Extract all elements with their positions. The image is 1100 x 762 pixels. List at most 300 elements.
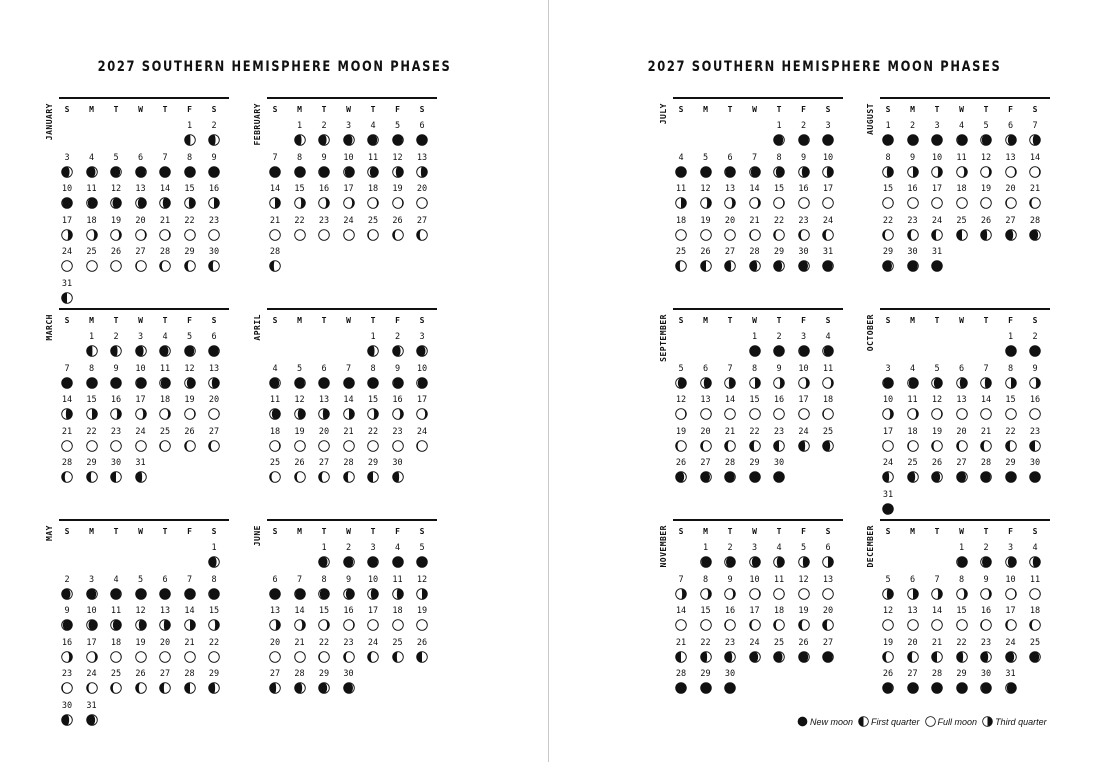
day-number: 27 [1005, 215, 1016, 226]
moon-phase-icon [1029, 619, 1041, 631]
weekday-header: W [138, 527, 143, 536]
day-cell [57, 279, 77, 309]
day-cell [204, 247, 224, 277]
day-number: 10 [86, 606, 97, 616]
day-cell [878, 395, 898, 425]
weekday-header: S [825, 316, 831, 325]
moon-phase-icon [907, 619, 919, 631]
day-number: 26 [931, 458, 943, 468]
moon-phase-icon [86, 408, 98, 420]
day-cell [720, 364, 740, 394]
day-cell [339, 458, 359, 488]
day-number: 11 [110, 606, 122, 616]
day-cell [794, 427, 814, 457]
weekday-header: S [272, 527, 278, 536]
day-number: 30 [907, 247, 918, 257]
day-number: 14 [159, 184, 171, 194]
day-number: 20 [269, 637, 281, 648]
day-cell [671, 458, 691, 488]
day-number: 30 [980, 669, 992, 679]
weekday-header: T [934, 316, 940, 325]
moon-phase-icon [61, 408, 73, 420]
moon-phase-icon [61, 619, 73, 631]
moon-phase-icon [907, 260, 919, 272]
day-number: 30 [208, 247, 220, 257]
day-number: 3 [370, 543, 376, 553]
day-number: 26 [675, 458, 687, 468]
day-cell [903, 364, 923, 394]
moon-phase-icon [135, 471, 147, 483]
weekday-header: F [187, 527, 192, 536]
day-cell [952, 606, 972, 636]
weekday-header: F [1008, 527, 1013, 536]
moon-phase-icon [294, 408, 306, 420]
day-number: 28 [294, 669, 305, 679]
day-cell [976, 153, 996, 183]
day-cell [903, 458, 923, 488]
moon-phase-icon [416, 440, 428, 452]
weekday-header: M [910, 105, 915, 114]
day-number: 20 [208, 395, 220, 405]
moon-phase-icon [343, 134, 355, 146]
day-number: 2 [983, 543, 989, 553]
day-cell [131, 247, 151, 277]
day-number: 9 [800, 152, 807, 163]
day-cell [363, 458, 383, 488]
moon-phase-icon [61, 229, 73, 241]
day-number: 20 [318, 426, 330, 437]
day-cell [878, 458, 898, 488]
day-cell [696, 575, 716, 605]
day-number: 18 [956, 184, 967, 194]
month-name: DECEMBER [866, 525, 875, 568]
day-number: 25 [907, 458, 918, 468]
day-number: 16 [724, 606, 736, 616]
moon-phase-icon [907, 197, 919, 209]
day-number: 17 [822, 184, 834, 194]
moon-phase-icon [208, 556, 220, 568]
moon-phase-icon [318, 556, 330, 568]
day-number: 8 [751, 363, 758, 374]
moon-phase-icon [208, 377, 220, 389]
day-cell [878, 669, 898, 699]
day-number: 8 [702, 574, 709, 585]
moon-phase-icon [61, 471, 73, 483]
day-cell [696, 638, 716, 668]
day-number: 13 [318, 395, 330, 405]
moon-phase-icon [269, 619, 281, 631]
moon-phase-icon [882, 260, 894, 272]
month-february [253, 97, 437, 307]
weekday-header: T [776, 527, 782, 536]
day-number: 10 [931, 152, 943, 163]
moon-phase-icon [208, 134, 220, 146]
month-rule [267, 519, 437, 521]
day-number: 11 [159, 363, 171, 374]
day-cell [903, 153, 923, 183]
day-number: 28 [675, 669, 687, 679]
day-number: 4 [394, 543, 401, 553]
moon-phase-icon [1029, 197, 1041, 209]
day-cell [388, 543, 408, 573]
weekday-header: T [113, 316, 119, 325]
day-number: 2 [727, 543, 733, 553]
moon-phase-icon [773, 377, 785, 389]
day-number: 19 [294, 426, 305, 437]
moon-phase-icon [1029, 166, 1041, 178]
day-cell [769, 575, 789, 605]
moon-phase-icon [931, 471, 943, 483]
moon-phase-icon [318, 197, 330, 209]
day-cell [339, 606, 359, 636]
day-cell [412, 606, 432, 636]
day-cell [878, 490, 898, 520]
day-number: 13 [208, 363, 220, 374]
day-cell [696, 247, 716, 277]
day-number: 18 [392, 606, 403, 616]
day-cell [745, 427, 765, 457]
day-cell [720, 458, 740, 488]
moon-phase-icon [931, 619, 943, 631]
moon-phase-icon [135, 229, 147, 241]
day-cell [952, 458, 972, 488]
day-cell [903, 606, 923, 636]
day-number: 3 [885, 363, 891, 374]
weekday-header: M [297, 105, 302, 114]
day-cell [976, 395, 996, 425]
day-cell [878, 216, 898, 246]
moon-phase-icon [392, 588, 404, 600]
moon-phase-icon [1029, 229, 1041, 241]
day-cell [1025, 216, 1045, 246]
moon-phase-icon [822, 556, 834, 568]
weekday-header: W [138, 105, 143, 114]
day-number: 1 [958, 543, 965, 553]
weekday-header: S [211, 316, 217, 325]
weekday-header: S [1032, 527, 1038, 536]
moon-phase-icon [61, 197, 73, 209]
moon-phase-icon [416, 229, 428, 241]
day-cell [412, 395, 432, 425]
day-cell [339, 184, 359, 214]
moon-phase-icon [1005, 619, 1017, 631]
day-cell [696, 153, 716, 183]
moon-phase-icon [773, 408, 785, 420]
day-number: 6 [727, 152, 733, 163]
moon-phase-icon [1029, 408, 1041, 420]
moon-phase-icon [61, 714, 73, 726]
day-cell [155, 216, 175, 246]
day-number: 1 [885, 121, 891, 131]
day-number: 9 [113, 363, 119, 374]
day-cell [952, 575, 972, 605]
day-number: 6 [825, 543, 831, 553]
day-cell [720, 427, 740, 457]
weekday-header: F [187, 105, 192, 114]
day-number: 17 [367, 606, 379, 616]
moon-phase-icon [392, 440, 404, 452]
day-number: 21 [724, 426, 736, 437]
day-cell [204, 184, 224, 214]
moon-phase-icon [61, 588, 73, 600]
day-cell [1001, 669, 1021, 699]
moon-phase-icon [110, 619, 122, 631]
day-cell [412, 216, 432, 246]
moon-phase-icon [318, 651, 330, 663]
moon-phase-icon [392, 229, 404, 241]
moon-phase-icon [1005, 556, 1017, 568]
day-cell [314, 364, 334, 394]
day-cell [952, 638, 972, 668]
day-number: 9 [727, 574, 733, 585]
moon-phase-icon [907, 440, 919, 452]
moon-phase-icon [416, 619, 428, 631]
moon-phase-icon [700, 651, 712, 663]
moon-phase-icon [822, 588, 834, 600]
day-number: 29 [318, 669, 330, 679]
day-number: 24 [367, 637, 379, 648]
day-cell [363, 332, 383, 362]
moon-phase-icon [86, 166, 98, 178]
day-cell [180, 364, 200, 394]
day-cell [363, 638, 383, 668]
moon-phase-icon [700, 556, 712, 568]
day-number: 25 [773, 637, 785, 648]
moon-phase-icon [294, 229, 306, 241]
moon-phase-icon [798, 408, 810, 420]
day-number: 14 [61, 395, 73, 405]
moon-phase-icon [294, 682, 306, 694]
day-number: 21 [294, 637, 305, 648]
month-july [659, 97, 843, 307]
month-december [866, 519, 1050, 729]
moon-phase-icon [343, 682, 355, 694]
day-cell [952, 364, 972, 394]
weekday-header: W [959, 316, 964, 325]
moon-phase-icon [675, 588, 687, 600]
moon-phase-icon [392, 619, 404, 631]
day-cell [769, 606, 789, 636]
day-cell [696, 364, 716, 394]
day-number: 21 [269, 215, 281, 226]
moon-phase-icon [269, 440, 281, 452]
weekday-header: S [1032, 105, 1038, 114]
day-cell [131, 427, 151, 457]
moon-phase-icon [956, 471, 968, 483]
day-cell [671, 216, 691, 246]
day-cell [696, 669, 716, 699]
day-number: 16 [208, 184, 220, 194]
day-cell [671, 247, 691, 277]
moon-phase-icon [318, 377, 330, 389]
day-number: 2 [113, 332, 119, 342]
day-cell [927, 121, 947, 151]
weekday-header: M [910, 316, 915, 325]
day-number: 23 [773, 426, 785, 437]
day-number: 6 [702, 363, 709, 374]
moon-phase-icon [110, 682, 122, 694]
moon-phase-icon [110, 260, 122, 272]
month-name: JUNE [253, 525, 262, 547]
moon-phase-icon [61, 651, 73, 663]
day-cell [82, 458, 102, 488]
day-cell [131, 458, 151, 488]
day-cell [180, 669, 200, 699]
day-number: 23 [724, 637, 736, 648]
moon-phase-icon [700, 440, 712, 452]
day-number: 19 [392, 184, 403, 194]
day-cell [1025, 543, 1045, 573]
moon-phase-icon [773, 556, 785, 568]
day-cell [82, 332, 102, 362]
weekday-header: W [959, 105, 964, 114]
day-number: 31 [931, 247, 943, 257]
day-number: 22 [86, 426, 97, 437]
moon-phase-icon [798, 345, 810, 357]
moon-phase-icon [675, 229, 687, 241]
month-september [659, 308, 843, 518]
day-cell [720, 395, 740, 425]
day-number: 14 [749, 184, 760, 194]
moon-phase-icon [110, 651, 122, 663]
day-cell [696, 427, 716, 457]
moon-phase-icon [931, 134, 943, 146]
day-number: 10 [135, 363, 146, 374]
moon-phase-icon [956, 440, 968, 452]
day-number: 1 [1007, 332, 1014, 342]
day-cell [57, 638, 77, 668]
day-cell [339, 575, 359, 605]
day-cell [745, 575, 765, 605]
weekday-header: M [89, 316, 94, 325]
moon-phase-icon [367, 166, 379, 178]
day-cell [131, 153, 151, 183]
day-number: 13 [956, 395, 967, 405]
day-number: 25 [392, 637, 403, 648]
day-number: 20 [700, 426, 711, 437]
day-number: 17 [749, 606, 760, 616]
day-number: 16 [980, 606, 992, 616]
day-number: 26 [798, 637, 809, 648]
day-cell [952, 669, 972, 699]
day-number: 13 [822, 574, 834, 585]
moon-phase-icon [931, 682, 943, 694]
moon-phase-icon [184, 651, 196, 663]
day-cell [155, 606, 175, 636]
day-number: 17 [931, 184, 943, 194]
day-cell [818, 121, 838, 151]
day-cell [290, 638, 310, 668]
day-number: 22 [294, 215, 305, 226]
moon-phase-icon [294, 471, 306, 483]
moon-phase-icon [1029, 440, 1041, 452]
day-cell [818, 153, 838, 183]
day-cell [388, 216, 408, 246]
moon-phase-icon [294, 166, 306, 178]
day-number: 16 [110, 395, 122, 405]
month-march [45, 308, 229, 518]
day-number: 1 [370, 332, 376, 342]
moon-phase-icon [980, 229, 992, 241]
moon-phase-icon [882, 197, 894, 209]
weekday-header: W [346, 316, 351, 325]
day-number: 28 [184, 669, 195, 679]
month-rule [59, 308, 229, 310]
moon-phase-icon [367, 440, 379, 452]
day-number: 22 [184, 215, 195, 226]
day-cell [1001, 332, 1021, 362]
moon-phase-icon [931, 588, 943, 600]
moon-phase-icon [318, 588, 330, 600]
day-cell [131, 395, 151, 425]
day-cell [155, 247, 175, 277]
page-title-left: 2027 SOUTHERN HEMISPHERE MOON PHASES [97, 59, 452, 75]
moon-phase-icon [184, 229, 196, 241]
weekday-header: T [321, 316, 327, 325]
moon-phase-icon [343, 588, 355, 600]
day-number: 24 [798, 426, 809, 437]
day-cell [1001, 606, 1021, 636]
moon-phase-icon [773, 588, 785, 600]
day-cell [412, 121, 432, 151]
day-cell [1001, 543, 1021, 573]
weekday-header: T [727, 105, 733, 114]
day-number: 5 [678, 363, 684, 374]
moon-phase-icon [208, 440, 220, 452]
day-number: 10 [416, 363, 428, 374]
day-cell [180, 332, 200, 362]
day-number: 30 [392, 458, 403, 468]
moon-phase-icon [184, 440, 196, 452]
day-cell [671, 395, 691, 425]
moon-phase-icon [798, 377, 810, 389]
day-number: 1 [88, 332, 95, 342]
day-cell [314, 184, 334, 214]
day-number: 12 [294, 395, 305, 405]
day-number: 9 [909, 152, 916, 163]
legend-third: Third quarter [982, 716, 1047, 727]
day-number: 23 [318, 215, 330, 226]
moon-phase-icon [931, 229, 943, 241]
day-number: 16 [343, 606, 354, 616]
day-number: 25 [269, 458, 281, 468]
moon-phase-icon [700, 588, 712, 600]
day-cell [180, 606, 200, 636]
day-cell [412, 427, 432, 457]
day-number: 23 [907, 215, 918, 226]
moon-phase-icon [184, 588, 196, 600]
moon-phase-icon [318, 408, 330, 420]
day-cell [388, 638, 408, 668]
day-cell [794, 638, 814, 668]
month-rule [880, 308, 1050, 310]
day-cell [265, 575, 285, 605]
day-number: 9 [211, 152, 217, 163]
day-cell [57, 427, 77, 457]
day-cell [671, 427, 691, 457]
day-number: 25 [110, 669, 122, 679]
day-cell [82, 427, 102, 457]
day-cell [903, 638, 923, 668]
day-number: 11 [675, 184, 687, 194]
day-cell [878, 121, 898, 151]
moon-phase-icon [1029, 556, 1041, 568]
moon-phase-icon [773, 229, 785, 241]
moon-phase-icon [343, 377, 355, 389]
day-cell [314, 606, 334, 636]
day-cell [696, 458, 716, 488]
day-number: 4 [909, 363, 916, 374]
